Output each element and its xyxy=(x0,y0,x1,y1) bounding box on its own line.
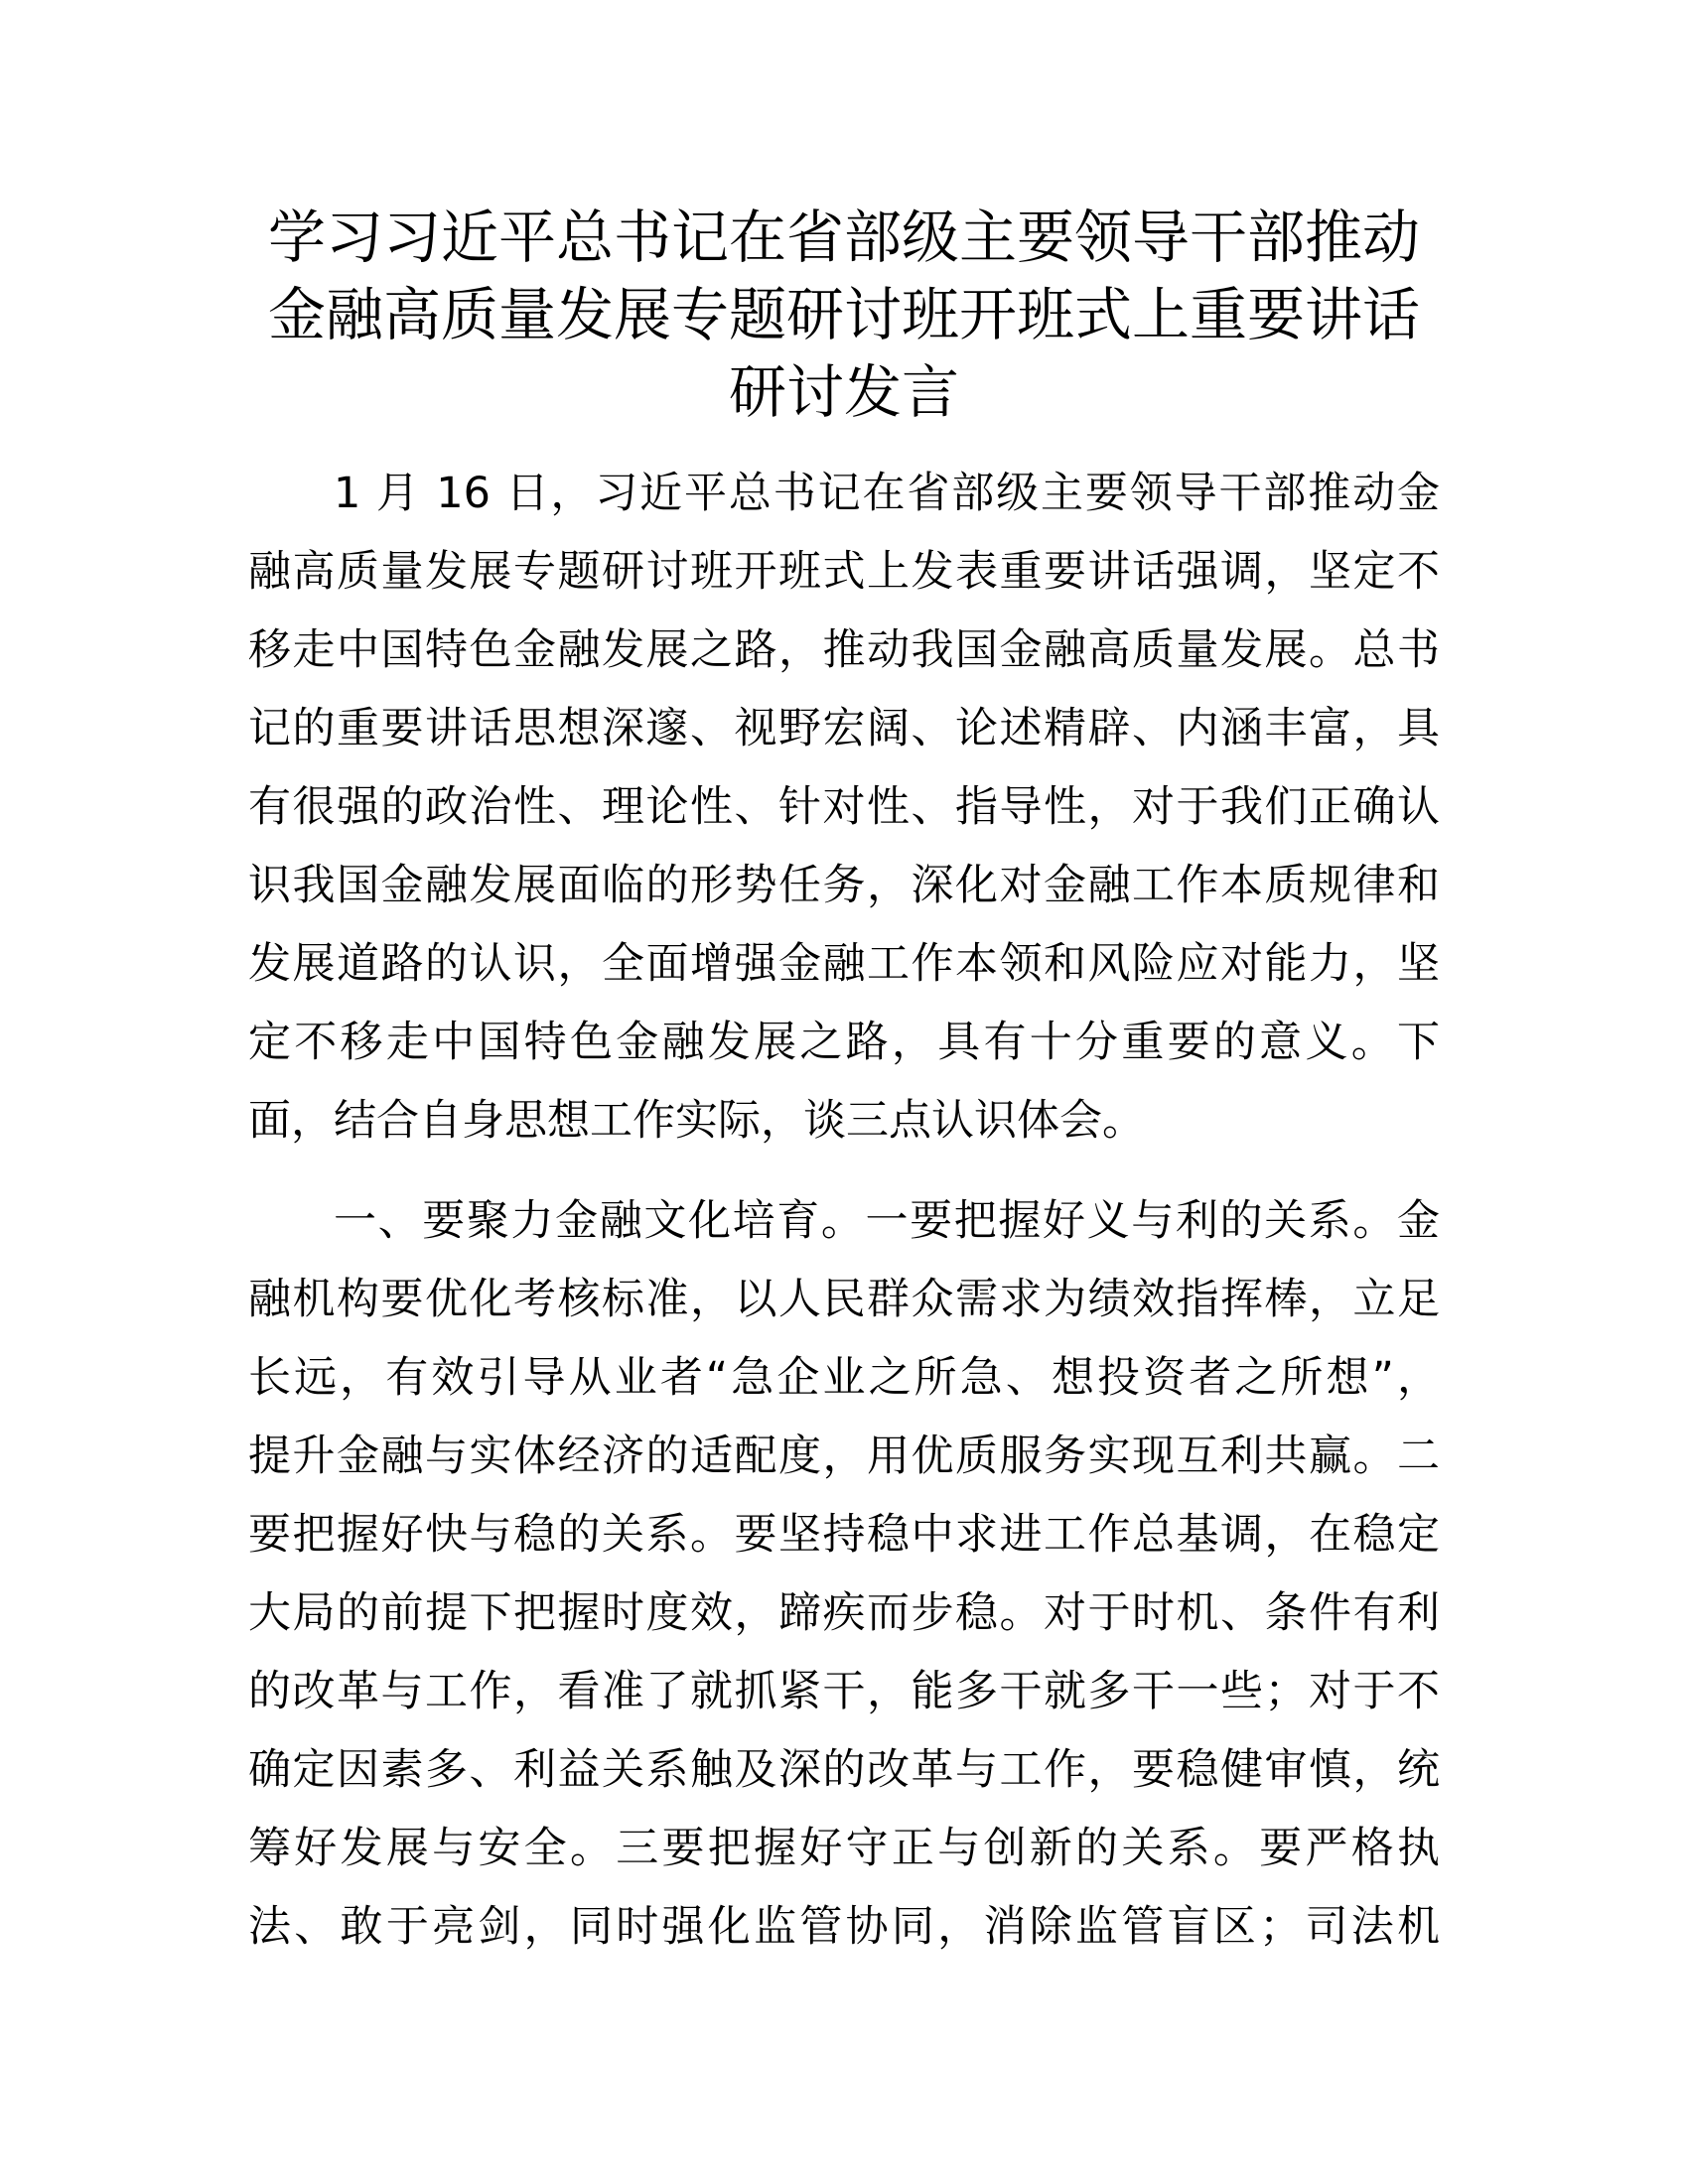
title-line-3: 研讨发言 xyxy=(728,358,959,426)
paragraph-2 xyxy=(248,1182,1440,1967)
paragraph-1 xyxy=(248,455,1440,1160)
paragraph-2-line-9: 筹好发展与安全。三要把握好守正与创新的关系。要严格执 xyxy=(248,1824,1440,1873)
paragraph-2-line-3: 长远，有效引导从业者“急企业之所急、想投资者之所想”， xyxy=(248,1353,1440,1403)
document-body xyxy=(248,455,1440,1967)
paragraph-2-line-5: 要把握好快与稳的关系。要坚持稳中求进工作总基调，在稳定 xyxy=(248,1510,1440,1560)
paragraph-2-line-7: 的改革与工作，看准了就抓紧干，能多干就多干一些；对于不 xyxy=(248,1667,1440,1716)
document-title xyxy=(199,199,1489,431)
paragraph-gap xyxy=(248,1160,1440,1182)
paragraph-1-line-8: 定不移走中国特色金融发展之路，具有十分重要的意义。下 xyxy=(248,1018,1440,1067)
paragraph-2-line-1: 一、要聚力金融文化培育。一要把握好义与利的关系。金 xyxy=(334,1196,1440,1246)
paragraph-2-line-2: 融机构要优化考核标准，以人民群众需求为绩效指挥棒，立足 xyxy=(248,1275,1440,1324)
paragraph-2-line-8: 确定因素多、利益关系触及深的改革与工作，要稳健审慎，统 xyxy=(248,1745,1440,1795)
paragraph-2-line-4: 提升金融与实体经济的适配度，用优质服务实现互利共赢。二 xyxy=(248,1432,1440,1481)
paragraph-2-line-10: 法、敢于亮剑，同时强化监管协同，消除监管盲区；司法机 xyxy=(248,1902,1440,1952)
paragraph-1-line-5: 有很强的政治性、理论性、针对性、指导性，对于我们正确认 xyxy=(248,782,1440,832)
paragraph-1-line-7: 发展道路的认识，全面增强金融工作本领和风险应对能力，坚 xyxy=(248,939,1440,989)
paragraph-1-line-6: 识我国金融发展面临的形势任务，深化对金融工作本质规律和 xyxy=(248,861,1440,910)
paragraph-2-line-6: 大局的前提下把握时度效，蹄疾而步稳。对于时机、条件有利 xyxy=(248,1588,1440,1638)
paragraph-1-line-9: 面，结合自身思想工作实际，谈三点认识体会。 xyxy=(248,1096,1145,1146)
paragraph-1-line-2: 融高质量发展专题研讨班开班式上发表重要讲话强调，坚定不 xyxy=(248,547,1440,597)
title-line-2: 金融高质量发展专题研讨班开班式上重要讲话 xyxy=(267,281,1420,348)
paragraph-1-line-1: 1 月 16 日，习近平总书记在省部级主要领导干部推动金 xyxy=(334,469,1440,518)
title-line-1: 学习习近平总书记在省部级主要领导干部推动 xyxy=(267,204,1420,271)
paragraph-1-line-4: 记的重要讲话思想深邃、视野宏阔、论述精辟、内涵丰富，具 xyxy=(248,704,1440,753)
paragraph-1-line-3: 移走中国特色金融发展之路，推动我国金融高质量发展。总书 xyxy=(248,625,1440,675)
